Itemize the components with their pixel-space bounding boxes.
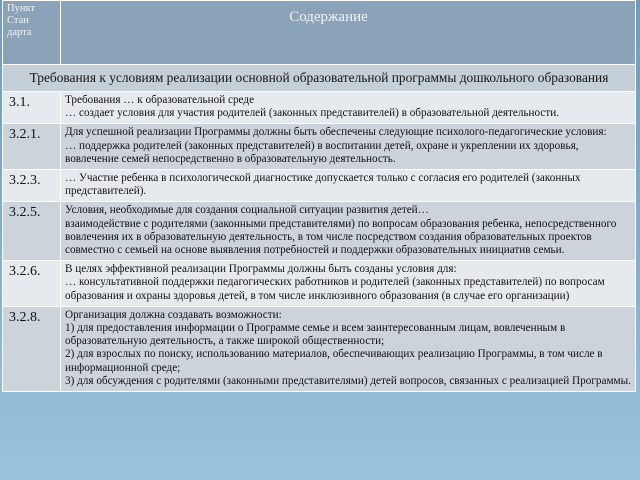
header-item-line: Пункт	[7, 3, 36, 14]
table-row	[3, 261, 636, 307]
table-row	[3, 202, 636, 261]
header-content-column: Содержание	[61, 1, 636, 65]
row-content	[61, 202, 636, 261]
row-content	[61, 261, 636, 307]
row-line: 1) для предоставления информации о Программе семье и всем заинтересованным лицам, вовлеченным в образовательную деятельность, а также широкой общественности;	[65, 322, 566, 348]
row-line: Условия, необходимые для создания социальной ситуации развития детей…	[65, 204, 429, 217]
row-number: 3.2.3.	[3, 170, 61, 202]
row-number: 3.2.1.	[3, 124, 61, 170]
table-row	[3, 170, 636, 202]
row-content	[61, 124, 636, 170]
table-row	[3, 92, 636, 124]
row-line: … поддержка родителей (законных представителей) в воспитании детей, охране и укреплении их здоровья, вовлечение семей непосредственно в образовательную деятельность.	[65, 139, 579, 165]
row-number: 3.2.5.	[3, 202, 61, 261]
row-content	[61, 306, 636, 391]
table-row	[3, 306, 636, 391]
row-content	[61, 92, 636, 124]
header-item-line: Стан	[7, 15, 29, 26]
row-line: … консультативной поддержки педагогических работников и родителей (законных представителей) по вопросам образования и охраны здоровья детей, в том числе инклюзивного образования (в случае его организации)	[65, 276, 605, 302]
row-line: Для успешной реализации Программы должны быть обеспечены следующие психолого-педагогические условия:	[65, 126, 607, 139]
row-line: Организация должна создавать возможности:	[65, 308, 282, 321]
row-line: … Участие ребенка в психологической диагностике допускается только с согласия его родителей (законных представителей).	[65, 172, 581, 198]
section-title-row	[3, 65, 636, 92]
row-line: 2) для взрослых по поиску, использованию материалов, обеспечивающих реализацию Программы, в том числе в информационной среде;	[65, 348, 603, 374]
header-item-line: дарта	[7, 27, 32, 38]
standards-table	[2, 0, 636, 392]
header-item-column	[3, 1, 61, 65]
section-title: Требования к условиям реализации основной образовательной программы дошкольного образования	[3, 65, 636, 92]
row-line: 3) для обсуждения с родителями (законными представителями) детей вопросов, связанных с реализацией Программы.	[65, 374, 631, 387]
row-number: 3.2.6.	[3, 261, 61, 307]
row-line: Требования … к образовательной среде	[65, 94, 255, 106]
row-line: взаимодействие с родителями (законными представителями) по вопросам образования ребенка, непосредственного вовлечения их в образовательную деятельность, в том числе посредством создания образовательных проектов совместно с семьей на основе выявления потребностей и поддержки образовательных инициатив семьи.	[65, 217, 617, 257]
row-number: 3.1.	[3, 92, 61, 124]
row-content	[61, 170, 636, 202]
row-line: В целях эффективной реализации Программы должны быть созданы условия для:	[65, 263, 457, 276]
table-header-row	[3, 1, 636, 65]
row-number: 3.2.8.	[3, 306, 61, 391]
row-line: … создает условия для участия родителей (законных представителей) в образовательной деятельности.	[65, 107, 560, 120]
table-row	[3, 124, 636, 170]
